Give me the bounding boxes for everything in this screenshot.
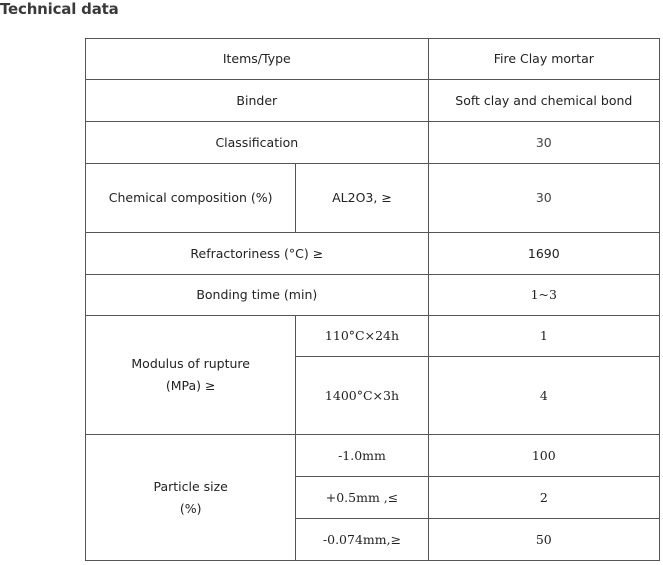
table-row [86,435,660,477]
refractoriness-value: 1690 [428,233,659,275]
table-row [86,316,660,357]
modulus-condition: 110°C×24h [296,316,428,357]
particle-label-line2: (%) [179,500,202,516]
modulus-label-line2: (MPa) ≥ [165,378,216,393]
chemical-composition-value: 30 [428,164,659,233]
table-row [86,164,660,233]
modulus-value: 4 [428,357,659,435]
modulus-value: 1 [428,316,659,357]
particle-value: 100 [428,435,659,477]
product-name-header: Fire Clay mortar [428,39,659,80]
particle-condition: -0.074mm,≥ [296,519,428,561]
particle-label-line1: Particle size [153,478,228,494]
modulus-condition: 1400°C×3h [296,357,428,435]
binder-label: Binder [86,80,429,122]
particle-size-label [86,435,296,561]
bonding-time-value: 1~3 [428,275,659,316]
modulus-label-line1: Modulus of rupture [131,356,250,371]
page-title: Technical data [0,0,119,18]
modulus-of-rupture-label [86,316,296,435]
items-type-header: Items/Type [86,39,429,80]
technical-data-table [85,38,660,561]
table-row [86,275,660,316]
particle-condition: +0.5mm ,≤ [296,477,428,519]
classification-value: 30 [428,122,659,164]
table-row [86,233,660,275]
refractoriness-label: Refractoriness (°C) ≥ [86,233,429,275]
table-row [86,80,660,122]
table-row [86,122,660,164]
particle-value: 2 [428,477,659,519]
particle-condition: -1.0mm [296,435,428,477]
chemical-composition-sub: AL2O3, ≥ [296,164,428,233]
particle-value: 50 [428,519,659,561]
chemical-composition-label: Chemical composition (%) [86,164,296,233]
bonding-time-label: Bonding time (min) [86,275,429,316]
classification-label: Classification [86,122,429,164]
table-row [86,39,660,80]
binder-value: Soft clay and chemical bond [428,80,659,122]
